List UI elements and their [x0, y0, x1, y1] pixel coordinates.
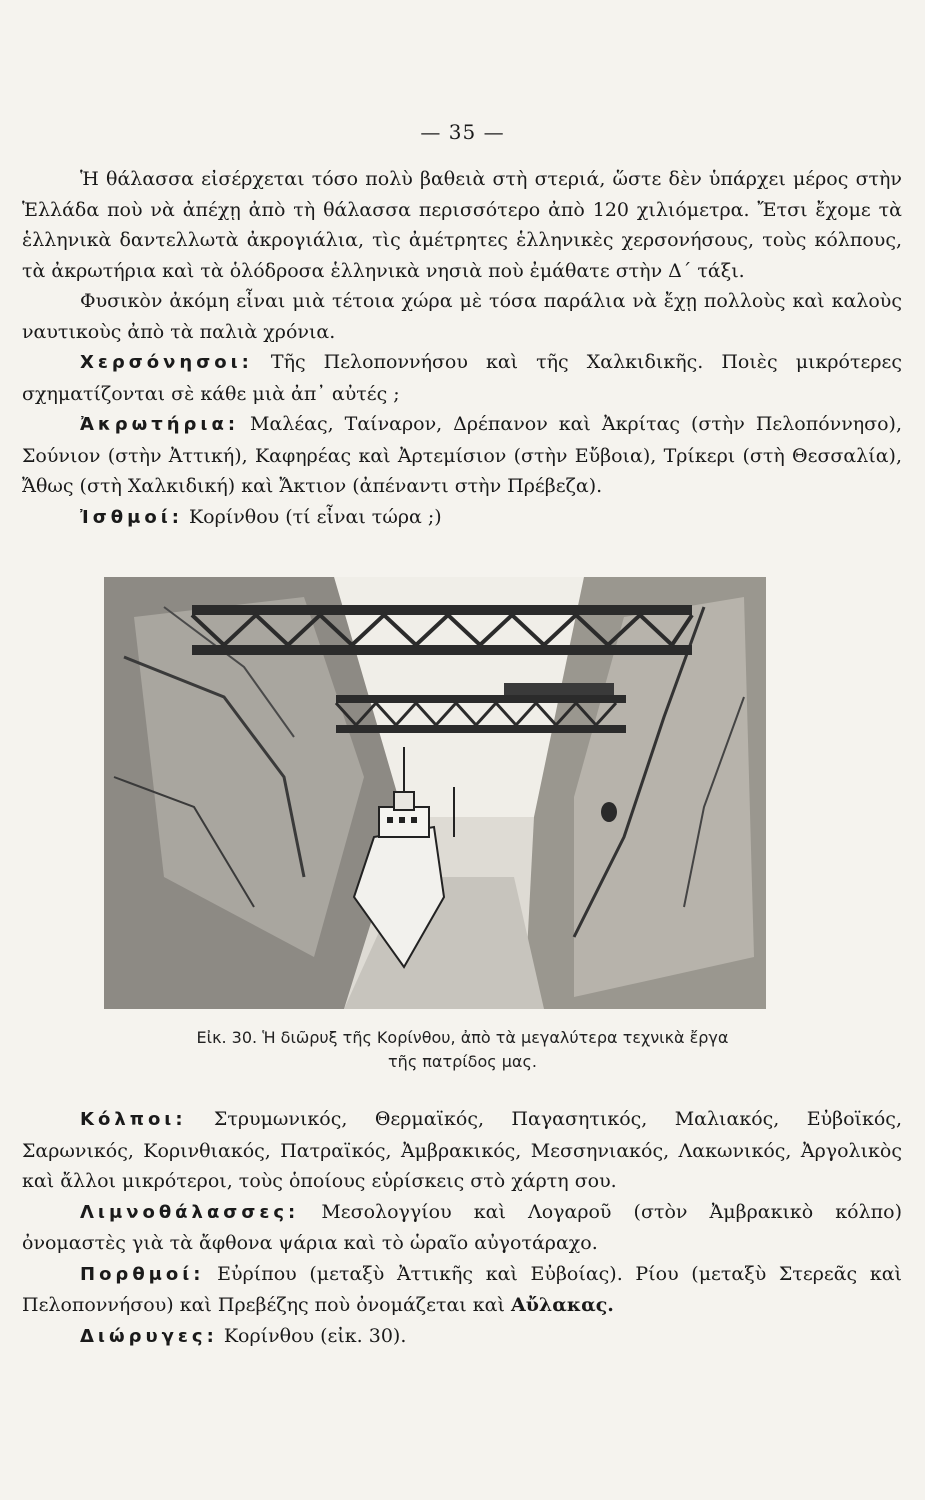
caption-line: τῆς πατρίδος μας.: [388, 1052, 537, 1071]
entry-text: Τῆς Πελοποννήσου καὶ τῆς Χαλκιδικῆς. Ποιὲς μικρότερες σχηματίζονται σὲ κάθε μιὰ ἀπ᾿ αὐτές ;: [22, 351, 902, 405]
entry-text: Στρυμωνικός, Θερμαϊκός, Παγασητικός, Μαλιακός, Εὐβοϊκός, Σαρωνικός, Κορινθιακός, Πατραϊκός, Ἀμβρακικός, Μεσσηνιακός, Λακωνικός, Ἀργολικὸς καὶ ἄλλοι μικρότεροι, τοὺς ὁποίους εὑρίσκεις στὸ χάρτη σου.: [22, 1108, 902, 1192]
entry-lead: Λιμνοθάλασσες:: [80, 1201, 300, 1223]
entry-isthmoi: [22, 502, 902, 534]
entry-lead: Διώρυγες:: [80, 1325, 218, 1347]
entry-porthmoi: [22, 1259, 902, 1321]
entry-text: Μαλέας, Ταίναρον, Δρέπανον καὶ Ἀκρίτας (στὴν Πελοπόννησο), Σούνιον (στὴν Ἀττική), Καφηρέας καὶ Ἀρτεμίσιον (στὴν Εὔβοια), Τρίκερι (στὴ Θεσσαλία), Ἄθως (στὴ Χαλκιδική) καὶ Ἄκτιον (ἀπέναντι στὴν Πρέβεζα).: [22, 413, 902, 497]
figure-caption: [0, 1026, 925, 1074]
entry-akrotiria: [22, 409, 902, 502]
entry-kolpoi: [22, 1104, 902, 1197]
caption-line: Εἰκ. 30. Ἡ διῶρυξ τῆς Κορίνθου, ἀπὸ τὰ μεγαλύτερα τεχνικὰ ἔργα: [196, 1028, 729, 1047]
entry-bold-term: Αὔλακας.: [510, 1294, 614, 1316]
entry-text: Κορίνθου (εἰκ. 30).: [217, 1324, 407, 1347]
entry-lead: Κόλποι:: [80, 1109, 187, 1130]
paragraph: Φυσικὸν ἀκόμη εἶναι μιὰ τέτοια χώρα μὲ τόσα παράλια νὰ ἔχῃ πολλοὺς καὶ καλοὺς ναυτικοὺς ἀπὸ τὰ παλιὰ χρόνια.: [22, 290, 902, 343]
paragraph: Ἡ θάλασσα εἰσέρχεται τόσο πολὺ βαθειὰ στὴ στεριά, ὥστε δὲν ὑπάρχει μέρος στὴν Ἑλλάδα ποὺ νὰ ἀπέχῃ ἀπὸ τὴ θάλασσα περισσότερο ἀπὸ 120 χιλιόμετρα. Ἔτσι ἔχομε τὰ ἑλληνικὰ δαντελλωτὰ ἀκρογιάλια, τὶς ἀμέτρητες ἑλληνικὲς χερσονήσους, τοὺς κόλπους, τὰ ἀκρωτήρια καὶ τὰ ὁλόδροσα ἑλληνικὰ νησιὰ ποὺ ἐμάθατε στὴν Δ΄ τάξι.: [22, 168, 902, 282]
lower-text: [22, 1104, 902, 1352]
entry-lead: Χερσόνησοι:: [80, 352, 253, 373]
entry-lead: Ἰσθμοί:: [80, 506, 183, 528]
entry-limnothalasses: [22, 1197, 902, 1259]
canal-drawing: [104, 577, 766, 1009]
entry-text: Μεσολογγίου καὶ Λογαροῦ (στὸν Ἀμβρακικὸ κόλπο) ὀνομαστὲς γιὰ τὰ ἄφθονα ψάρια καὶ τὸ ὡραῖο αὐγοτάραχο.: [22, 1200, 902, 1254]
intro-text: [22, 164, 902, 533]
page-number: — 35 —: [420, 120, 505, 144]
entry-dioryges: [22, 1321, 902, 1353]
entry-chersonisoi: [22, 347, 902, 409]
entry-lead: Πορθμοί:: [80, 1263, 205, 1285]
entry-text: Κορίνθου (τί εἶναι τώρα ;): [182, 505, 442, 528]
entry-lead: Ἀκρωτήρια:: [80, 414, 240, 435]
entry-text: Εὐρίπου (μεταξὺ Ἀττικῆς καὶ Εὐβοίας). Ρίου (μεταξὺ Στερεᾶς καὶ Πελοποννήσου) καὶ Πρεβέζης ποὺ ὀνομάζεται καὶ: [22, 1262, 902, 1316]
corinth-canal-illustration: [104, 577, 766, 1009]
